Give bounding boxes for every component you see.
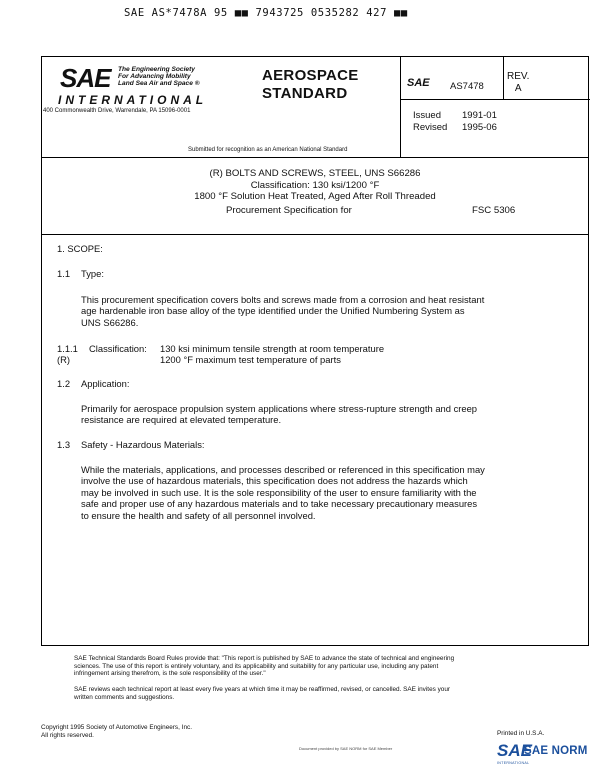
standards-policy-note: SAE Technical Standards Board Rules provide that: "This report is published by SAE to advance the state of technical and engineering sciences. The use of this report is entirely voluntary, and its applicability and suitability for any particular use, including any patent infringement arising therefrom, is the sole responsibility of the user." [74,655,455,678]
section-scope-heading: 1. SCOPE: [57,243,103,254]
revision: REV. A [507,71,530,94]
sae-norm-sub: INTERNATIONAL [497,761,530,765]
sae-norm-logo: SAE [497,741,532,760]
section-1-2-text: Primarily for aerospace propulsion system applications where stress-rupture strength and creep resistance are required at elevated temperature. [81,403,478,426]
section-1-2-number: 1.2 [57,378,71,389]
header-divider [400,57,401,157]
printed-in: Printed in U.S.A. [497,730,545,737]
docnum-rule [400,99,590,100]
document-title-line4: Procurement Specification for [226,205,352,216]
address: 400 Commonwealth Drive, Warrendale, PA 15096-0001 [43,108,191,114]
section-1-1-1-number: 1.1.1 (R) [57,343,78,366]
sae-tagline: The Engineering Society For Advancing Mobility Land Sea Air and Space ® [118,66,200,87]
section-1-1-number: 1.1 [57,268,71,279]
section-1-3-title: Safety - Hazardous Materials: [81,439,205,450]
section-1-1-title: Type: [81,268,104,279]
section-1-3-number: 1.3 [57,439,71,450]
title-rule [42,234,588,235]
section-1-1-1-text: 130 ksi minimum tensile strength at room temperature 1200 °F maximum test temperature of parts [160,343,385,366]
barcode-line: SAE AS*7478A 95 ■■ 7943725 0535282 427 ■■ [124,7,408,19]
section-1-1-1-title: Classification: [89,343,147,354]
issue-date-group: 1991-01 1995-06 [462,110,497,133]
section-1-2-title: Application: [81,378,130,389]
review-note: SAE reviews each technical report at least every five years at which time it may be reaffirmed, revised, or cancelled. SAE invites your written comments and suggestions. [74,686,451,701]
submitted-note: Submitted for recognition as an American National Standard [188,147,348,153]
sae-logo: SAE [60,63,111,93]
doc-number: AS7478 [450,81,484,92]
section-1-3-text: While the materials, applications, and processes described or referenced in this specification may involve the use of hazardous materials, this specification does not address the hazards which may be involved in such use. It is the sole responsibility of the user to ensure familiarity with the safe and proper use of any hazardous materials and to take necessary precautionary measures to ensure the health and safety of all personnel involved. [81,464,485,521]
copyright: Copyright 1995 Society of Automotive Engineers, Inc. All rights reserved. [41,724,192,739]
doc-sae-logo: SAE [407,77,430,89]
section-1-1-text: This procurement specification covers bolts and screws made from a corrosion and heat resistant age hardenable iron base alloy of the type identified under the Unified Numbering System as UNS S66286. [81,294,485,328]
sae-norm-text: SAE NORM [524,745,588,757]
document-title: (R) BOLTS AND SCREWS, STEEL, UNS S66286 Classification: 130 ksi/1200 °F 1800 °F Solution Heat Treated, Aged After Roll Threaded [194,168,436,203]
standard-type-title: AEROSPACE STANDARD [262,67,359,102]
header-rule [42,157,588,158]
provider-note: Document provided by SAE NORM for SAE Member [299,746,393,751]
rev-divider [503,57,504,99]
fsc-code: FSC 5306 [472,205,516,216]
issued-label-group: Issued Revised [413,110,448,133]
international-wordmark: INTERNATIONAL [58,93,208,107]
